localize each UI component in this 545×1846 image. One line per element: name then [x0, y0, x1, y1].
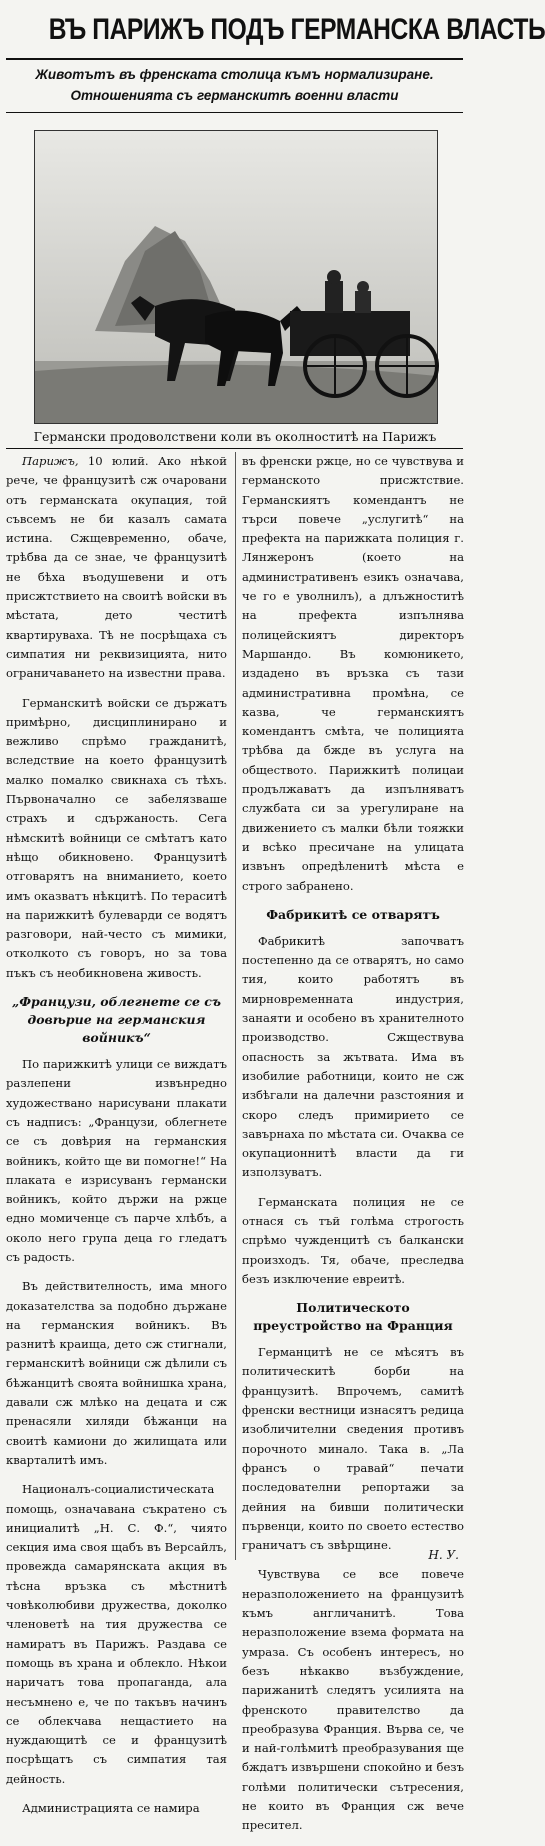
paragraph-text: 10 юлий. Ако нѣкой рече, че французитѣ сж очаровани отъ германската окупация, той съвсемъ не би казалъ самата истина. Сжщевременно, обаче, трѣбва да се знае, че французитѣ не бѣха въодушевени и отъ присжтствието на своитѣ войски въ мѣстата, дето честитѣ квартируваха. Тѣ не посрѣщаха съ симпатия ни реквизицията, нито ограничаването на известни права. [6, 454, 228, 681]
dateline: Парижъ, [22, 454, 79, 468]
paragraph: Националъ-социалистическата помощь, означавана съкратено съ инициалитѣ „Н. С. Ф.“, чиято секция има своя щабъ въ Версайлъ, провежда самарянската акция въ тѣсна връзка съ мѣстнитѣ човѣколюбиви дружества, доколко членоветѣ на тия дружества се намиратъ въ Парижъ. Раздава се помощь въ храна и облекло. Нѣкои наричатъ това пропаганда, ала несъмнено е, че по такъвъ начинъ се облекчава нещастието на нуждающитѣ се и французитѣ посрѣщатъ съ симпатия тая дейность. [6, 1482, 227, 1786]
paragraph: По парижкитѣ улици се виждатъ разлепени извънредно художествано нарисувани плакати съ надписъ: „Французи, облегнете се съ довѣрия на германския войникъ, който ще ви помогне!“ На плаката е изрисуванъ германски войникъ, който държи на ржце едно момиченце съ парче хлѣбъ, а около него група деца го гледатъ съ радость. [6, 1057, 227, 1264]
article-photo [34, 130, 438, 424]
paragraph [6, 452, 227, 684]
section-heading: Политическото преустройство на Франция [253, 1300, 453, 1334]
paragraph: Чувствува се все повече неразположението на французитѣ къмъ англичанитѣ. Това неразположение взема формата на умраза. Съ особенъ интересъ, но безъ нѣкакво възбуждение, парижанитѣ следятъ усилията на френското правителство да преобразува Франция. Върва се, че и най-голѣмитѣ преобразувания ще бждатъ извършени спокойно и безъ голѣми политически сътресения, не които въ Франция сж вече пресител. [242, 1567, 464, 1833]
headline-rule [6, 58, 463, 60]
subhead-rule [6, 112, 463, 113]
author-signature: Н. У. [428, 1548, 459, 1562]
horse-drawn-wagon-image [35, 131, 437, 423]
photo-caption: Германски продоволствени коли въ околноститѣ на Парижъ [33, 429, 437, 444]
column-divider [235, 452, 236, 1560]
article-column-right [242, 452, 464, 1846]
paragraph: Германцитѣ не се мѣсятъ въ политическитѣ борби на французитѣ. Впрочемъ, самитѣ френски вестници изнасятъ редица изобличителни сведения противъ порочното минало. Така в. „Ла франсъ о травай“ печати последователни репортажи за дейния на бивши политически първенци, които по своето естество граничатъ съ звѣрщине. [242, 1345, 464, 1553]
section-heading: Фабрикитѣ се отварятъ [266, 906, 440, 922]
paragraph: Германскитѣ войски се държатъ примѣрно, дисциплинирано и вежливо спрѣмо гражданитѣ, вследствие на което французитѣ малко помалко свикнаха съ тѣхъ. Първоначално се забелязваше страхъ и сдържаность. Сега нѣмскитѣ войници се смѣтатъ като нѣщо обикновено. Французитѣ отговарятъ на вниманието, което имъ оказватъ нѣкцитѣ. По тераситѣ на парижкитѣ булеварди се водятъ разговори, най-често съ мимики, отколкото съ говоръ, но за това пъкъ съ необикновена живость. [6, 695, 227, 980]
paragraph: Фабрикитѣ започватъ постепенно да се отварятъ, но само тия, които работятъ въ мирновременната индустрия, занаяти и особено въ хранителното производство. Сжществува опасность за жътвата. Има въ изобилие работници, които не сж избѣгали на далечни разстояния и скоро следъ примирието се завърнаха по мѣстата си. Очаква се окупационнитѣ власти да ги използуватъ. [242, 933, 464, 1180]
article-headline: ВЪ ПАРИЖЪ ПОДЪ ГЕРМАНСКА ВЛАСТЬ [48, 13, 545, 46]
paragraph: Германската полиция не се отнася съ тъй голѣма строгость спрѣмо чужденцитѣ съ балкански произходъ. Тя, обаче, преследва безъ изключение евреитѣ. [242, 1194, 464, 1286]
paragraph: Администрацията се намира [22, 1801, 200, 1815]
article-subheadline: Животътъ въ френската столица къмъ нормализиране. Отношенията съ германскитѣ военни власти [35, 67, 434, 103]
caption-rule [6, 448, 463, 449]
section-heading: „Французи, облегнете се съ довѣрие на германския войникъ“ [12, 994, 221, 1046]
paragraph: въ френски ржце, но се чувствува и германското присжтствие. Германскиятъ комендантъ не търси повече „услугитѣ“ на префекта на парижката полиция г. Лянжеронъ (което на административенъ езикъ означава, че го е уволнилъ), а длъжноститѣ на префекта изпълнява полицейскиятъ директоръ Маршандо. Въ комюникето, издадено въ връзка съ тази административна промѣна, се казва, че германскиятъ комендантъ смѣта, че полицията трѣбва да бжде въ услуга на обществото. Парижкитѣ полицаи продължаватъ да изпълняватъ службата си за урегулиране на движението съ малки бѣли тояжки и всѣко пресичане на улицата извънъ опредѣленитѣ мѣста е строго забранено. [242, 454, 464, 893]
article-column-left [6, 452, 227, 1828]
paragraph: Въ действителность, има много доказателства за подобно държане на германския войникъ. Въ разнитѣ краища, дето сж стигнали, германскитѣ войници сж дѣлили съ бѣжанцитѣ своята войнишка храна, давали сж млѣко на децата и сж пренасяли хиляди бѣжанци на своитѣ камиони до жилищата или кварталитѣ имъ. [6, 1279, 227, 1467]
